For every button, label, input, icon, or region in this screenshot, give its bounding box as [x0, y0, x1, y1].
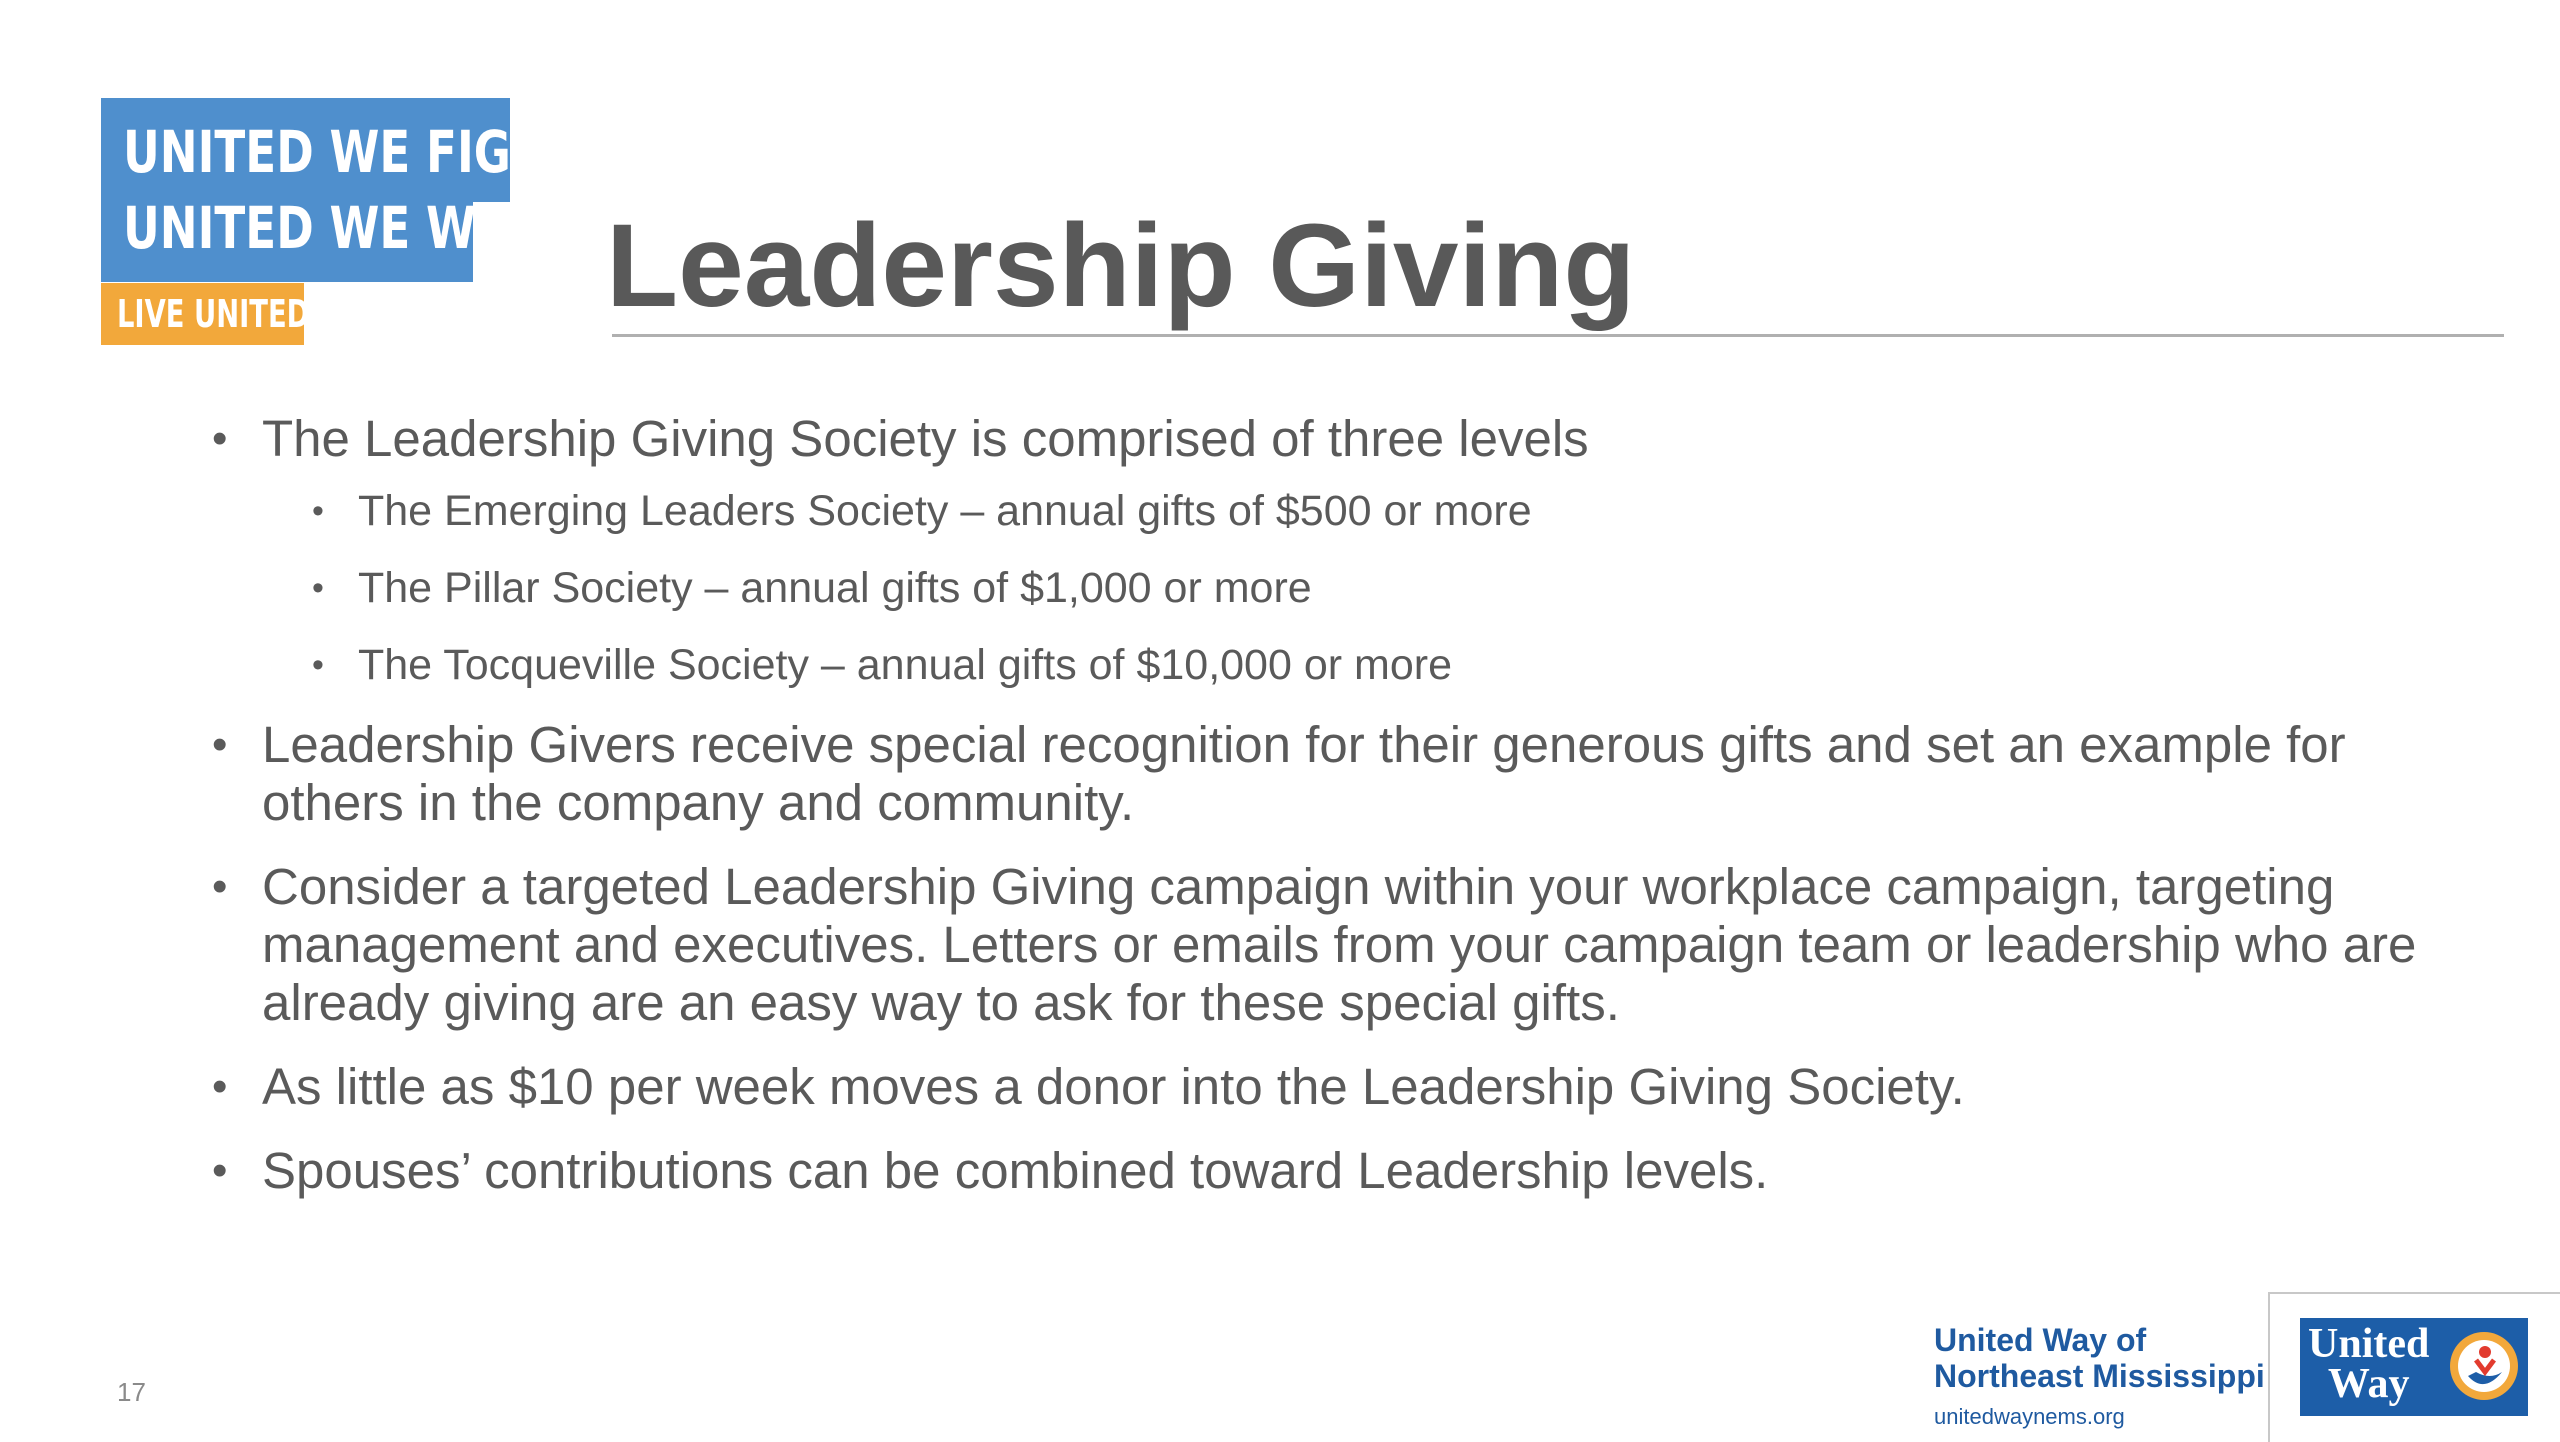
sub-bullet-item: • The Emerging Leaders Society – annual gifts of $500 or more — [312, 486, 2432, 536]
sub-bullet-item: • The Pillar Society – annual gifts of $1,000 or more — [312, 563, 2432, 613]
org-block — [1934, 1322, 2265, 1430]
sub-bullet-item: • The Tocqueville Society – annual gifts of $10,000 or more — [312, 640, 2432, 690]
live-united-text: LIVE UNITED — [117, 292, 310, 336]
sub-bullet-list — [262, 486, 2432, 690]
bullet-item — [212, 410, 2432, 690]
logo-text-line2: UNITED WE WIN. — [123, 194, 548, 262]
bullet-item: • Consider a targeted Leadership Giving campaign within your workplace campaign, targeting management and executives. Letters or emails from your campaign team or leadership who are already giving are an easy way to ask for these special gifts. — [212, 858, 2432, 1032]
slide-title: Leadership Giving — [606, 200, 1636, 332]
bullet-item: • Spouses’ contributions can be combined toward Leadership levels. — [212, 1142, 2432, 1200]
campaign-logo — [101, 98, 590, 284]
united-way-logo-text — [2308, 1321, 2430, 1407]
title-divider — [612, 334, 2504, 337]
logo-text-line1: UNITED WE FIGHT. — [123, 118, 590, 186]
bullet-list — [212, 410, 2432, 1226]
united-way-logo — [2300, 1318, 2528, 1416]
org-url: unitedwaynems.org — [1934, 1404, 2125, 1429]
page-number: 17 — [117, 1377, 146, 1407]
helping-hand-icon — [2446, 1328, 2522, 1404]
bullet-item: • Leadership Givers receive special recognition for their generous gifts and set an example for others in the company and community. — [212, 716, 2432, 832]
logo-word-way: Way — [2327, 1361, 2410, 1407]
org-name-line2: Northeast Mississippi — [1934, 1358, 2265, 1394]
bullet-item: • As little as $10 per week moves a donor into the Leadership Giving Society. — [212, 1058, 2432, 1116]
live-united-badge — [101, 283, 310, 345]
bullet-text: The Leadership Giving Society is comprised of three levels — [262, 410, 1589, 467]
org-name-line1: United Way of — [1934, 1322, 2147, 1358]
logo-word-united: United — [2308, 1321, 2430, 1367]
